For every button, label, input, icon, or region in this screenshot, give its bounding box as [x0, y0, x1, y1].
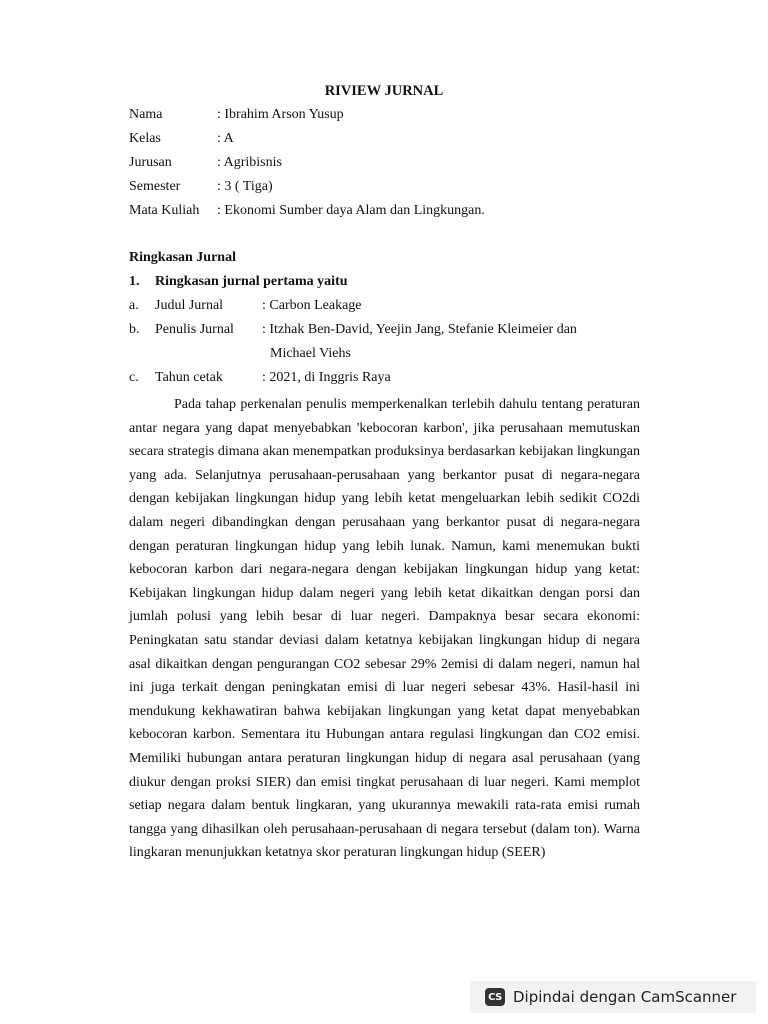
list-marker: b.	[129, 322, 140, 337]
info-value: : Ibrahim Arson Yusup	[217, 107, 344, 122]
info-value: : A	[217, 131, 234, 146]
list-marker: c.	[129, 370, 139, 385]
list-marker: a.	[129, 298, 139, 313]
journal-item-authors-continued: Michael Viehs	[270, 346, 351, 361]
document-title: RIVIEW JURNAL	[324, 83, 444, 99]
camscanner-icon: CS	[485, 988, 505, 1006]
subsection-number: 1.	[129, 274, 140, 289]
list-label: Tahun cetak	[155, 370, 223, 385]
info-label: Kelas	[129, 131, 161, 146]
watermark-text: Dipindai dengan CamScanner	[513, 988, 737, 1006]
section-heading: Ringkasan Jurnal	[129, 250, 236, 265]
list-label: Judul Jurnal	[155, 298, 224, 313]
info-label: Nama	[129, 107, 163, 122]
info-label: Semester	[129, 179, 181, 194]
info-value: : Agribisnis	[217, 155, 282, 170]
camscanner-watermark	[470, 981, 756, 1013]
info-label: Jurusan	[129, 155, 172, 170]
info-value: : 3 ( Tiga)	[217, 179, 273, 194]
list-value: : Carbon Leakage	[262, 298, 362, 313]
summary-paragraph: Pada tahap perkenalan penulis memperkenalkan terlebih dahulu tentang peraturan antar negara yang dapat menyebabkan 'kebocoran karbon', jika perusahaan memutuskan secara strategis dimana akan menempatkan produksinya berdasarkan kebijakan lingkungan yang ada. Selanjutnya perusahaan-perusahaan yang berkantor pusat di negara-negara dengan kebijakan lingkungan hidup yang lebih ketat mengeluarkan lebih sedikit CO2di dalam negeri dibandingkan dengan perusahaan yang berkantor pusat di negara-negara dengan peraturan lingkungan hidup yang lebih lunak. Namun, kami menemukan bukti kebocoran karbon dari negara-negara dengan kebijakan lingkungan hidup yang ketat: Kebijakan lingkungan hidup dalam negeri yang lebih ketat dikaitkan dengan porsi dan jumlah polusi yang lebih besar di luar negeri. Dampaknya besar secara ekonomi: Peningkatan satu standar deviasi dalam ketatnya kebijakan lingkungan hidup di negara asal dikaitkan dengan pengurangan CO2 sebesar 29% 2emisi di dalam negeri, namun hal ini juga terkait dengan peningkatan emisi di luar negeri sebesar 43%. Hasil-hasil ini mendukung kekhawatiran bahwa kebijakan lingkungan yang ketat dapat menyebabkan kebocoran karbon. Sementara itu Hubungan antara regulasi lingkungan dan CO2 emisi. Memiliki hubungan antara peraturan lingkungan hidup di negara asal perusahaan (yang diukur dengan proksi SIER) dan emisi tingkat perusahaan di luar negeri. Kami memplot setiap negara dalam bentuk lingkaran, yang ukurannya mewakili rata-rata emisi rumah tangga yang dihasilkan oleh perusahaan-perusahaan di negara tersebut (dalam ton). Warna lingkaran menunjukkan ketatnya skor peraturan lingkungan hidup (SEER)	[129, 397, 640, 861]
info-value: : Ekonomi Sumber daya Alam dan Lingkungan.	[217, 203, 485, 218]
info-label: Mata Kuliah	[129, 203, 200, 218]
subsection-title: Ringkasan jurnal pertama yaitu	[155, 274, 348, 289]
list-label: Penulis Jurnal	[155, 322, 234, 337]
list-value: : Itzhak Ben-David, Yeejin Jang, Stefanie Kleimeier dan	[262, 322, 577, 337]
list-value: : 2021, di Inggris Raya	[262, 370, 391, 385]
